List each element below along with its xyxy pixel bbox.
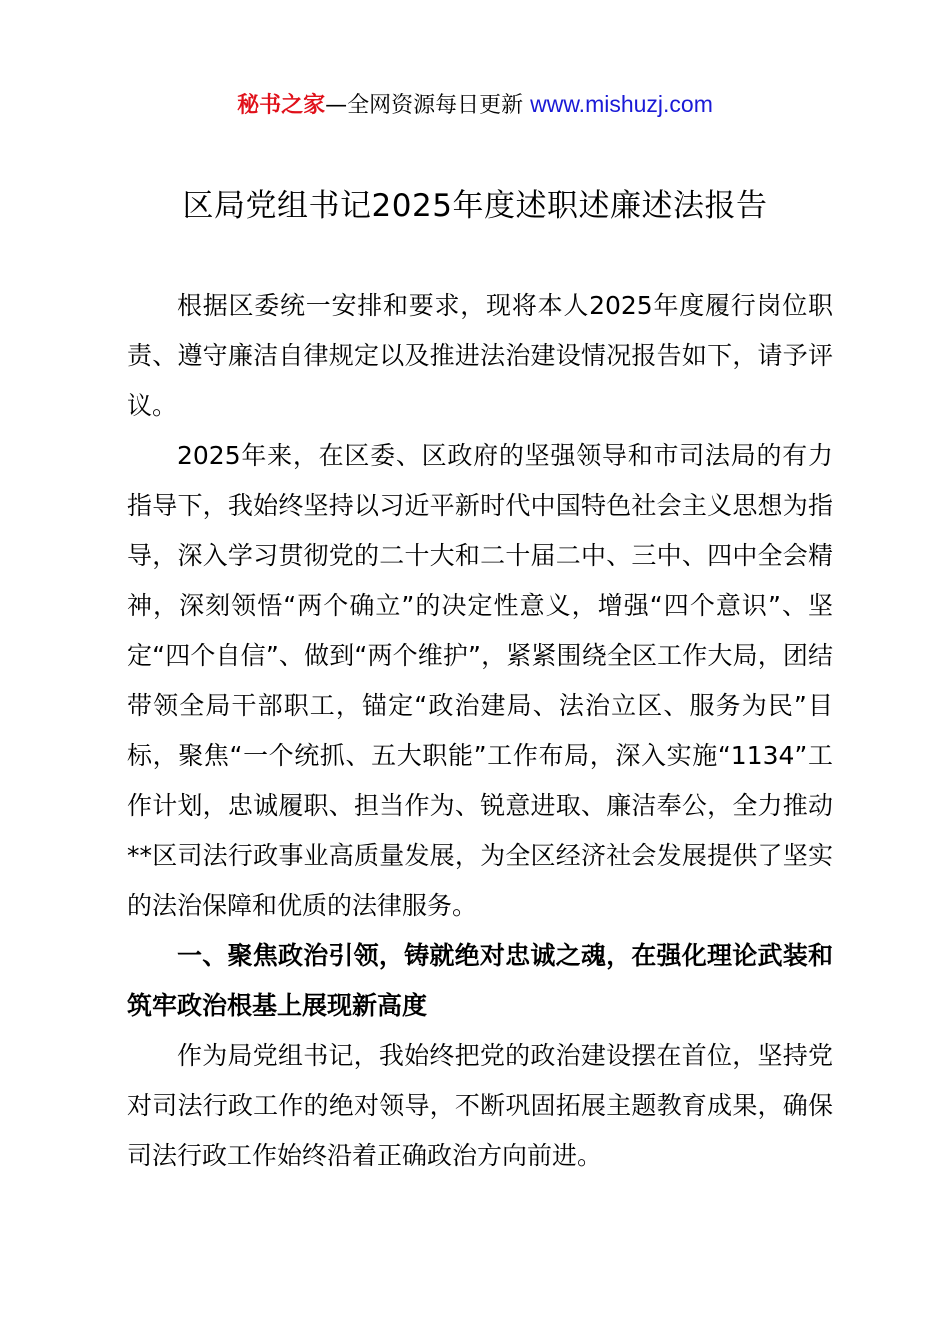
paragraph-intro: 根据区委统一安排和要求，现将本人2025年度履行岗位职责、遵守廉洁自律规定以及推进法治建设情况报告如下，请予评议。 bbox=[127, 291, 833, 420]
paragraph-overview: 2025年来，在区委、区政府的坚强领导和市司法局的有力指导下，我始终坚持以习近平新时代中国特色社会主义思想为指导，深入学习贯彻党的二十大和二十届二中、三中、四中全会精神，深刻领悟“两个确立”的决定性意义，增强“四个意识”、坚定“四个自信”、做到“两个维护”，紧紧围绕全区工作大局，团结带领全局干部职工，锚定“政治建局、法治立区、服务为民”目标，聚焦“一个统抓、五大职能”工作布局，深入实施“1134”工作计划，忠诚履职、担当作为、锐意进取、廉洁奉公，全力推动**区司法行政事业高质量发展，为全区经济社会发展提供了坚实的法治保障和优质的法律服务。 bbox=[127, 441, 833, 920]
section-heading-1: 一、聚焦政治引领，铸就绝对忠诚之魂，在强化理论武装和筑牢政治根基上展现新高度 bbox=[127, 941, 833, 1020]
paragraph-section-1: 作为局党组书记，我始终把党的政治建设摆在首位，坚持党对司法行政工作的绝对领导，不断巩固拓展主题教育成果，确保司法行政工作始终沿着正确政治方向前进。 bbox=[127, 1041, 833, 1170]
brand-name: 秘书之家 bbox=[237, 93, 326, 118]
document-title: 区局党组书记2025年度述职述廉述法报告 bbox=[182, 188, 768, 224]
document-body bbox=[127, 281, 833, 1181]
site-header bbox=[0, 88, 950, 122]
header-tagline: —全网资源每日更新 bbox=[325, 93, 531, 118]
site-url-link[interactable]: www.mishuzj.com bbox=[530, 91, 713, 117]
